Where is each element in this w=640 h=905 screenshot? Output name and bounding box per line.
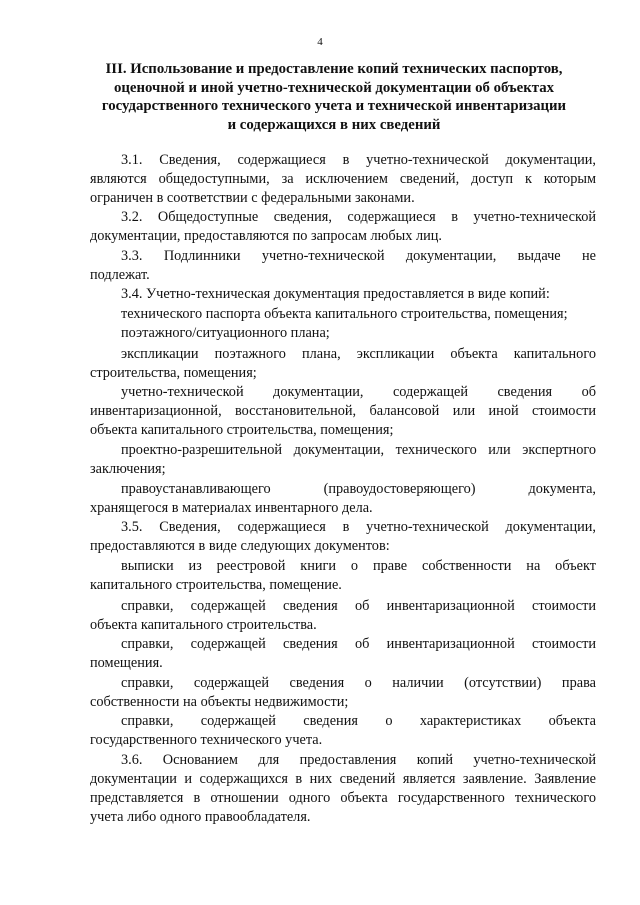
paragraph-3-3-line: 3.3. Подлинники учетно-технической документации, выдаче не xyxy=(121,248,596,264)
list-item-line: справки, содержащей сведения о наличии (отсутствии) права xyxy=(121,675,596,691)
list-item-line: помещения. xyxy=(90,655,163,671)
list-item-line: выписки из реестровой книги о праве собственности на объект xyxy=(121,558,596,574)
list-item-line: справки, содержащей сведения об инвентаризационной стоимости xyxy=(121,598,596,614)
list-item-line: собственности на объекты недвижимости; xyxy=(90,694,349,710)
paragraph-3-6-line: 3.6. Основанием для предоставления копий учетно-технической xyxy=(121,752,596,768)
heading-line: государственного технического учета и технической инвентаризации xyxy=(101,98,567,114)
paragraph-3-2-line: документации, предоставляются по запросам любых лиц. xyxy=(90,228,442,244)
page-number: 4 xyxy=(317,36,323,48)
paragraph-3-6-line: документации и содержащихся в них сведений является заявление. Заявление xyxy=(90,771,596,787)
section-heading xyxy=(86,60,582,134)
paragraph-3-1-line: являются общедоступными, за исключением сведений, доступ к которым xyxy=(90,171,596,187)
list-item-line: проектно-разрешительной документации, технического или экспертного xyxy=(121,442,596,458)
list-item-line: строительства, помещения; xyxy=(90,365,257,381)
list-item-line: технического паспорта объекта капитального строительства, помещения; xyxy=(121,306,568,322)
list-item-line: объекта капитального строительства, помещения; xyxy=(90,422,394,438)
paragraph-3-2-line: 3.2. Общедоступные сведения, содержащиеся в учетно-технической xyxy=(121,209,596,225)
paragraph-3-3-line: подлежат. xyxy=(90,267,150,283)
paragraph-3-6-line: учета либо одного правообладателя. xyxy=(90,809,311,825)
paragraph-3-1-line: 3.1. Сведения, содержащиеся в учетно-технической документации, xyxy=(121,152,596,168)
list-item-line: поэтажного/ситуационного плана; xyxy=(121,325,330,341)
list-item-line: справки, содержащей сведения об инвентаризационной стоимости xyxy=(121,636,596,652)
list-item-line: объекта капитального строительства. xyxy=(90,617,317,633)
list-item-line: правоустанавливающего (правоудостоверяющего) документа, xyxy=(121,481,596,497)
paragraph-3-4-line: 3.4. Учетно-техническая документация предоставляется в виде копий: xyxy=(121,286,550,302)
list-item-line: учетно-технической документации, содержащей сведения об xyxy=(121,384,596,400)
heading-line: и содержащихся в них сведений xyxy=(227,116,441,133)
paragraph-3-5-line: предоставляются в виде следующих документов: xyxy=(90,538,390,554)
paragraph-3-5-line: 3.5. Сведения, содержащиеся в учетно-технической документации, xyxy=(121,519,596,535)
list-item-line: капитального строительства, помещение. xyxy=(90,577,342,593)
heading-line: III. Использование и предоставление копий технических паспортов, xyxy=(105,61,563,77)
paragraph-3-6-line: представляется в отношении одного объекта государственного технического xyxy=(90,790,596,806)
list-item-line: государственного технического учета. xyxy=(90,732,323,748)
heading-line: оценочной и иной учетно-технической документации об объектах xyxy=(113,79,555,96)
list-item-line: хранящегося в материалах инвентарного дела. xyxy=(90,500,373,516)
list-item-line: справки, содержащей сведения о характеристиках объекта xyxy=(121,713,596,729)
paragraph-3-1-line: ограничен в соответствии с федеральными законами. xyxy=(90,190,415,206)
list-item-line: заключения; xyxy=(90,461,166,477)
list-item-line: экспликации поэтажного плана, экспликации объекта капитального xyxy=(121,346,596,362)
list-item-line: инвентаризационной, восстановительной, балансовой или иной стоимости xyxy=(90,403,596,419)
